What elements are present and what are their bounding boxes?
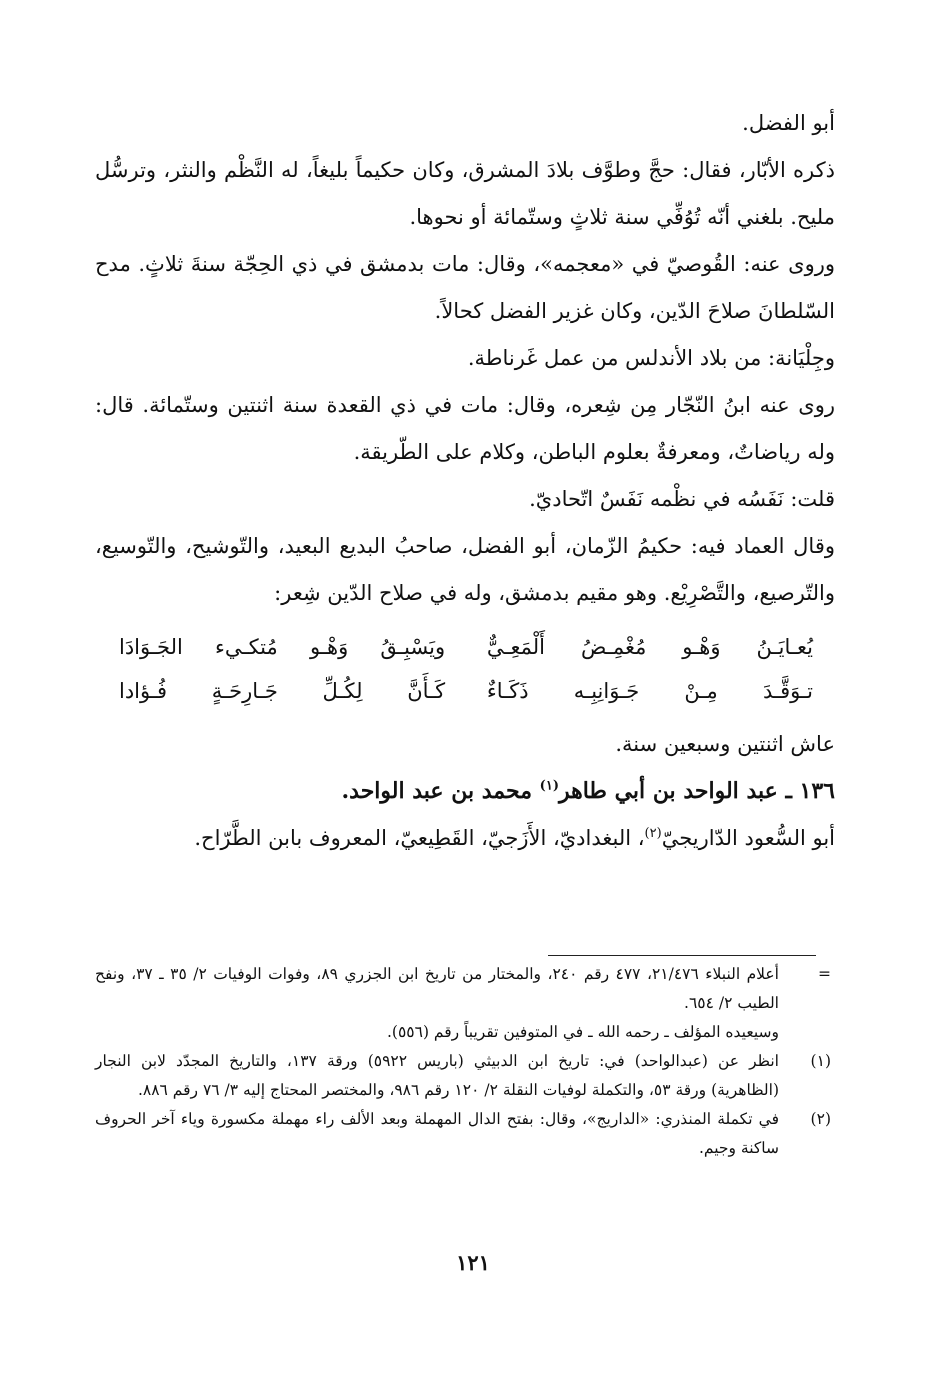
footnote-continued	[95, 960, 835, 1018]
footnotes	[95, 960, 835, 1163]
footnote-text: أعلام النبلاء ٢١/٤٧٦، ٤٧٧ رقم ٢٤٠، والمختار من تاريخ ابن الجزري ٨٩، وفوات الوفيات ٢/ ٣٥ ـ ٣٧، ونفح الطيب ٢/ ٦٥٤.	[95, 965, 779, 1012]
paragraph-4: وجِلْيَانة: من بلاد الأندلس من عمل غَرناطة.	[467, 346, 835, 370]
verse-2-second-hemistich: كَـأَنَّ لِكُـلِّ جَـارِحَـةٍ فُـؤادا	[119, 679, 446, 703]
footnote-marker: =	[818, 965, 831, 983]
paragraph-1: أبو الفضل.	[742, 111, 835, 135]
entry-name-part-1: عبد الواحد بن أبي طاهر	[558, 778, 778, 804]
footnote-text: انظر عن (عبدالواحد) في: تاريخ ابن الدبيثي (باريس ٥٩٢٢) ورقة ١٣٧، والتاريخ المجدّد لابن النجار (الظاهرية) ورقة ٥٣، والتكملة لوفيات النقلة ٢/ ١٢٠ رقم ٩٨٦، والمختصر المحتاج إليه ٣/ ٧٦ رقم ٨٨٦.	[95, 1052, 779, 1099]
paragraph-9	[95, 815, 835, 862]
entry-heading	[95, 768, 835, 815]
verse-1-second-hemistich: ويَسْبِـقُ وَهْـو مُتكـيء الجَـوَادَا	[119, 635, 446, 659]
poem	[95, 625, 835, 713]
entry-name-part-2: محمد بن عبد الواحد.	[341, 778, 532, 804]
footnote-continued-2	[95, 1018, 835, 1047]
paragraph-6: قلت: نَفَسُه في نظْمه نَفَسٌ اتّحاديّ.	[529, 487, 835, 511]
paragraph-5: روى عنه ابنُ النّجّار مِن شِعره، وقال: مات في ذي القعدة سنة اثنتين وستّمائة. قال: وله رياضاتٌ، ومعرفةٌ بعلوم الباطن، وكلام على الطّريقة.	[95, 393, 835, 464]
footnote-separator	[548, 955, 816, 956]
paragraph-3: وروى عنه: القُوصيّ في «معجمه»، وقال: مات بدمشق في ذي الحِجّة سنةَ ثلاثٍ. مدح السّلطانَ صلاحَ الدّين، وكان غزير الفضل كحالاً.	[95, 252, 835, 323]
footnote-ref-2[interactable]: (٢)	[644, 826, 662, 841]
paragraph-8: عاش اثنتين وسبعين سنة.	[615, 732, 835, 756]
paragraph-9-part-2: ، البغداديّ، الأَزَجيّ، القَطِيعيّ، المعروف بابن الطَّرّاح.	[194, 826, 645, 850]
paragraph-7: وقال العماد فيه: حكيمُ الزّمان، أبو الفضل، صاحبُ البديع البعيد، والتّوشيح، والتّوسيع، والتّرصيع، والتَّصْرِيْع. وهو مقيم بدمشق، وله في صلاح الدّين شِعر:	[95, 534, 835, 605]
verse-2	[119, 669, 813, 713]
footnote-marker: (١)	[810, 1052, 831, 1070]
verse-1-first-hemistich: يُعـايَـنُ وَهْـو مُغْمِـضُ أَلْمَعِـيٌّ	[486, 635, 813, 659]
verse-1	[119, 625, 813, 669]
entry-number: ١٣٦ ـ	[785, 778, 835, 804]
paragraph-2: ذكره الأبّار، فقال: حجَّ وطوَّف بلادَ المشرق، وكان حكيماً بليغاً، له النَّظْم والنثر، وترسُّل مليح. بلغني أنّه تُوُفِّي سنة ثلاثٍ وستّمائة أو نحوها.	[95, 158, 835, 229]
footnote-ref-1[interactable]: (١)	[539, 778, 559, 794]
footnote-marker: (٢)	[810, 1110, 831, 1128]
footnote-text: في تكملة المنذري: «الداريج»، وقال: بفتح الدال المهملة وبعد الألف راء مهملة مكسورة وياء آخر الحروف ساكنة وجيم.	[95, 1110, 779, 1157]
verse-2-first-hemistich: تـوَقَّـدَ مِـنْ جَـوَانِبِـه ذَكَـاءٌ	[486, 679, 813, 703]
footnote-text: وسيعيده المؤلف ـ رحمه الله ـ في المتوفين تقريباً رقم (٥٥٦).	[386, 1023, 779, 1041]
footnote-1	[95, 1047, 835, 1105]
footnote-2	[95, 1105, 835, 1163]
page-number: ١٢١	[456, 1250, 490, 1275]
paragraph-9-part-1: أبو السُّعود الدّاريجيّ	[661, 826, 835, 850]
